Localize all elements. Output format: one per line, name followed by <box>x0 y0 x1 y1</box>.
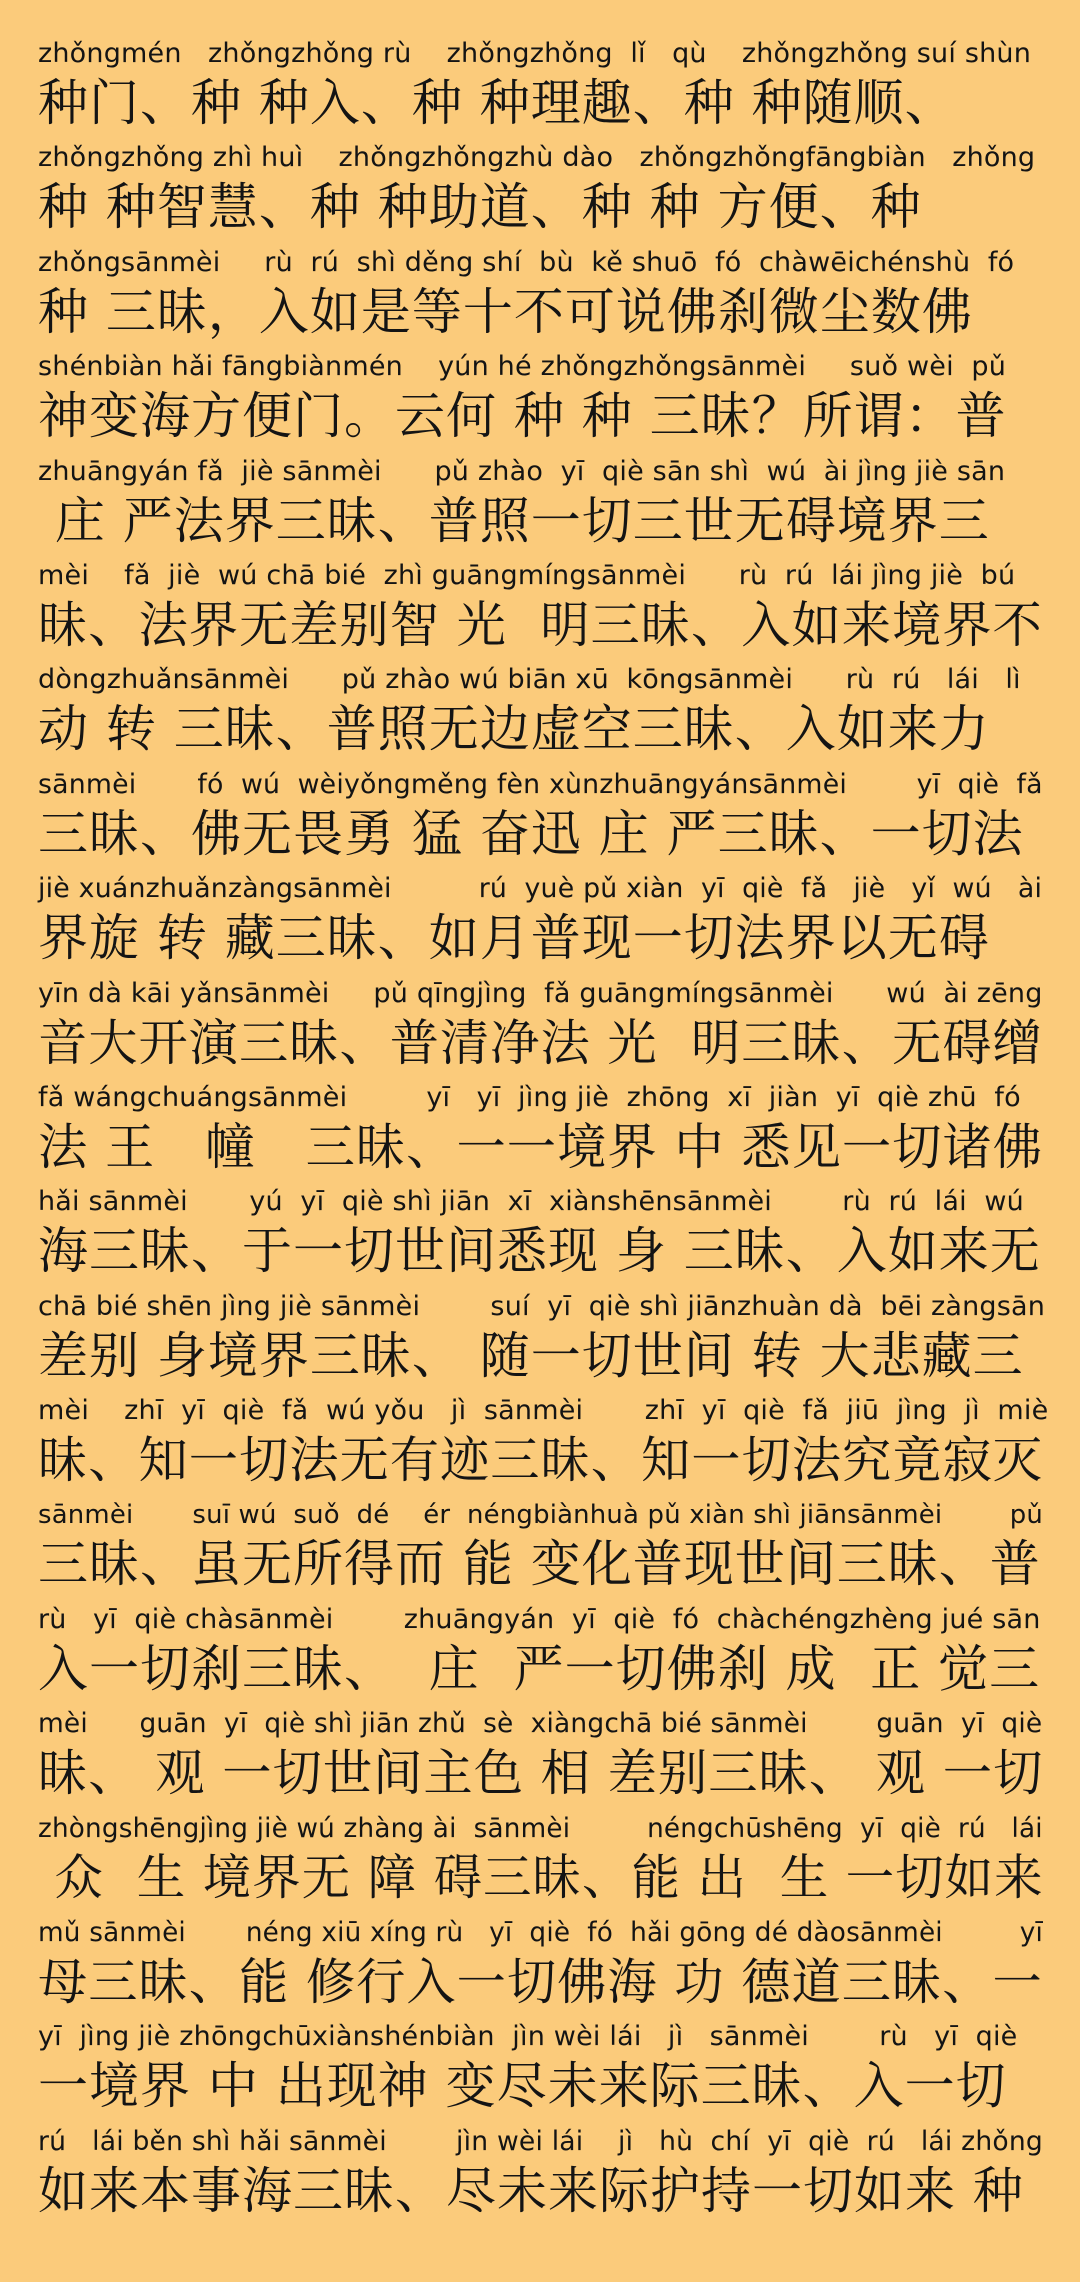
pinyin-line: mèi guān yī qiè shì jiān zhǔ sè xiàngchā bié sānmèi guān yī qiè <box>38 1708 1043 1740</box>
hanzi-line: 界旋 转 藏三昧、如月普现一切法界以无碍 <box>38 909 990 968</box>
text-line <box>38 1287 1048 1391</box>
pinyin-line: sānmèi suī wú suǒ dé ér néngbiànhuà pǔ xiàn shì jiānsānmèi pǔ <box>38 1500 1044 1531</box>
text-line <box>38 1182 1048 1286</box>
text-line <box>38 138 1048 242</box>
pinyin-line: hǎi sānmèi yú yī qiè shì jiān xī xiànshēnsānmèi rù rú lái wú <box>38 1186 1024 1218</box>
hanzi-line: 如来本事海三昧、尽未来际护持一切如来 种 <box>38 2161 1024 2220</box>
text-line <box>38 1913 1048 2017</box>
hanzi-line: 种 三昧，入如是等十不可说佛刹微尘数佛 <box>38 282 973 341</box>
pinyin-line: chā bié shēn jìng jiè sānmèi suí yī qiè shì jiānzhuàn dà bēi zàngsān <box>38 1290 1046 1322</box>
hanzi-line: 昧、知一切法无有迹三昧、知一切法究竟寂灭 <box>38 1431 1043 1490</box>
pinyin-line: zhòngshēngjìng jiè wú zhàng ài sānmèi néngchūshēng yī qiè rú lái <box>38 1813 1043 1844</box>
hanzi-line: 种 种智慧、种 种助道、种 种 方便、种 <box>38 178 922 237</box>
scripture-text-block <box>38 34 1048 2226</box>
hanzi-line: 入一切刹三昧、 庄 严一切佛刹 成 正 觉三 <box>38 1639 1041 1698</box>
text-line <box>38 2017 1048 2121</box>
hanzi-line: 法 王 幢 三昧、一一境界 中 悉见一切诸佛 <box>38 1117 1044 1176</box>
hanzi-line: 一境界 中 出现神 变尽未来际三昧、入一切 <box>38 2057 1007 2116</box>
text-line <box>38 556 1048 660</box>
text-line <box>38 34 1048 138</box>
hanzi-line: 昧、 观 一切世间主色 相 差别三昧、 观 一切 <box>38 1744 1044 1803</box>
text-line <box>38 765 1048 869</box>
pinyin-line: zhǒngsānmèi rù rú shì děng shí bù kě shuō fó chàwēichénshù fó <box>38 246 1015 278</box>
hanzi-line: 差别 身境界三昧、 随一切世间 转 大悲藏三 <box>38 1326 1024 1385</box>
pinyin-line: zhǒngzhǒng zhì huì zhǒngzhǒngzhù dào zhǒngzhǒngfāngbiàn zhǒng <box>38 142 1036 174</box>
pinyin-line: dòngzhuǎnsānmèi pǔ zhào wú biān xū kōngsānmèi rù rú lái lì <box>38 664 1021 696</box>
text-line <box>38 452 1048 556</box>
pinyin-line: mèi zhī yī qiè fǎ wú yǒu jì sānmèi zhī yī qiè fǎ jiū jìng jì miè <box>38 1395 1049 1427</box>
hanzi-line: 神变海方便门。云何 种 种 三昧？所谓：普 <box>38 387 1007 446</box>
text-line <box>38 974 1048 1078</box>
hanzi-line: 三昧、虽无所得而 能 变化普现世间三昧、普 <box>38 1535 1041 1594</box>
hanzi-line: 海三昧、于一切世间悉现 身 三昧、入如来无 <box>38 1222 1041 1281</box>
text-line <box>38 347 1048 451</box>
text-line <box>38 660 1048 764</box>
hanzi-line: 动 转 三昧、普照无边虚空三昧、入如来力 <box>38 700 990 759</box>
pinyin-line: rú lái běn shì hǎi sānmèi jìn wèi lái jì hù chí yī qiè rú lái zhǒng <box>38 2125 1043 2157</box>
hanzi-line: 众 生 境界无 障 碍三昧、能 出 生 一切如来 <box>38 1849 1044 1906</box>
text-line <box>38 243 1048 347</box>
pinyin-line: zhǒngmén zhǒngzhǒng rù zhǒngzhǒng lǐ qù zhǒngzhǒng suí shùn <box>38 38 1032 69</box>
hanzi-line: 种门、种 种入、种 种理趣、种 种随顺、 <box>38 74 956 132</box>
text-line <box>38 869 1048 973</box>
pinyin-line: jiè xuánzhuǎnzàngsānmèi rú yuè pǔ xiàn yī qiè fǎ jiè yǐ wú ài <box>38 873 1043 905</box>
text-line <box>38 1391 1048 1495</box>
pinyin-line: fǎ wángchuángsānmèi yī yī jìng jiè zhōng xī jiàn yī qiè zhū fó <box>38 1081 1021 1113</box>
text-line <box>38 1495 1048 1599</box>
text-line <box>38 1078 1048 1182</box>
pinyin-line: shénbiàn hǎi fāngbiànmén yún hé zhǒngzhǒngsānmèi suǒ wèi pǔ <box>38 351 1007 383</box>
pinyin-line: mèi fǎ jiè wú chā bié zhì guāngmíngsānmèi rù rú lái jìng jiè bú <box>38 559 1016 591</box>
pinyin-line: zhuāngyán fǎ jiè sānmèi pǔ zhào yī qiè sān shì wú ài jìng jiè sān <box>38 455 1006 487</box>
text-line <box>38 2122 1048 2226</box>
pinyin-line: mǔ sānmèi néng xiū xíng rù yī qiè fó hǎi gōng dé dàosānmèi yī <box>38 1918 1044 1949</box>
pinyin-line: sānmèi fó wú wèiyǒngměng fèn xùnzhuāngyánsānmèi yī qiè fǎ <box>38 768 1043 800</box>
hanzi-line: 音大开演三昧、普清净法 光 明三昧、无碍缯 <box>38 1013 1043 1072</box>
hanzi-line: 母三昧、能 修行入一切佛海 功 德道三昧、一 <box>38 1953 1043 2012</box>
hanzi-line: 三昧、佛无畏勇 猛 奋迅 庄 严三昧、一切法 <box>38 804 1024 863</box>
text-line <box>38 1809 1048 1913</box>
pinyin-line: yīn dà kāi yǎnsānmèi pǔ qīngjìng fǎ guāngmíngsānmèi wú ài zēng <box>38 977 1043 1009</box>
text-line <box>38 1704 1048 1808</box>
text-line <box>38 1600 1048 1704</box>
hanzi-line: 庄 严法界三昧、普照一切三世无碍境界三 <box>38 491 990 550</box>
hanzi-line: 昧、法界无差别智 光 明三昧、入如来境界不 <box>38 595 1043 654</box>
pinyin-line: rù yī qiè chàsānmèi zhuāngyán yī qiè fó chàchéngzhèng jué sān <box>38 1603 1041 1635</box>
pinyin-line: yī jìng jiè zhōngchūxiànshénbiàn jìn wèi lái jì sānmèi rù yī qiè <box>38 2021 1018 2053</box>
